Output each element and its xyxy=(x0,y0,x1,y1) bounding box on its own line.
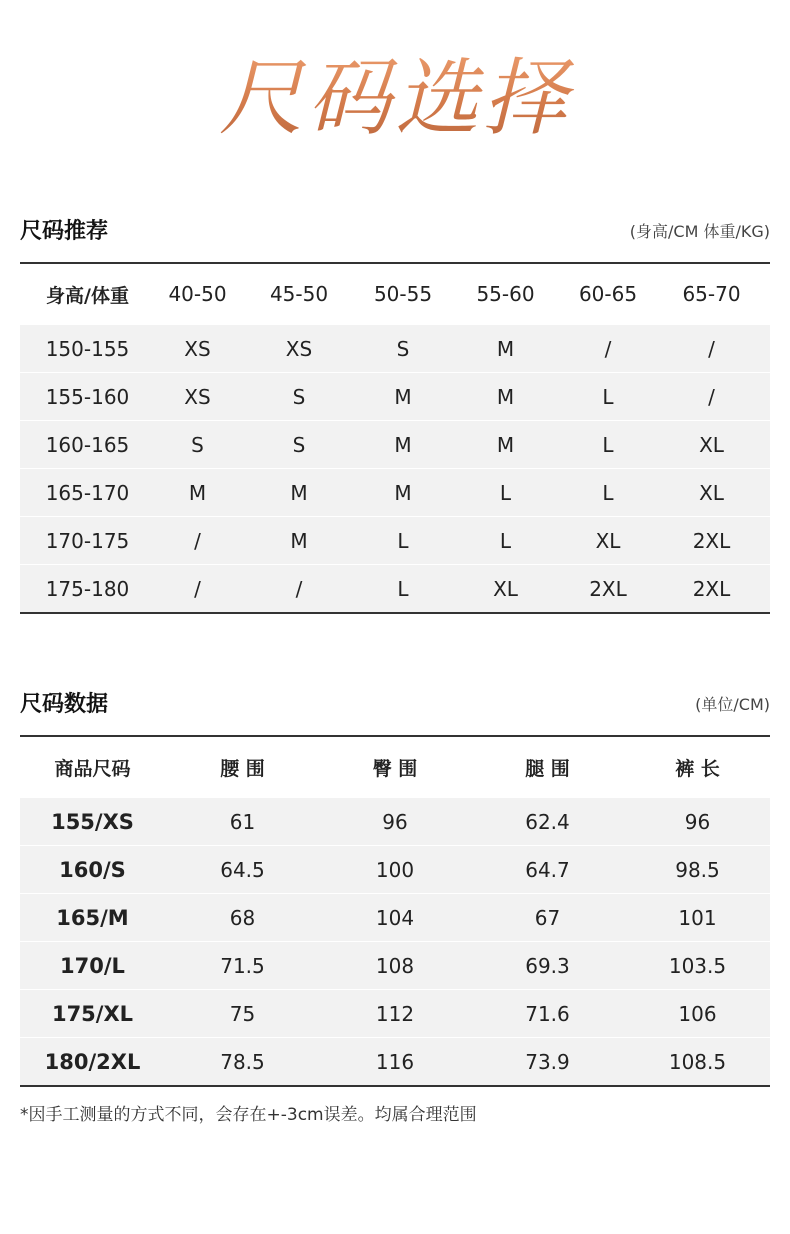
table-cell: L xyxy=(602,432,614,457)
size-measurement-table xyxy=(20,735,770,1087)
table-cell: / xyxy=(194,528,201,553)
table-row xyxy=(20,1038,770,1087)
table-cell: 96 xyxy=(684,809,711,834)
table-cell: / xyxy=(295,576,303,601)
table-cell: 2XL xyxy=(589,576,627,601)
table-cell: 155-160 xyxy=(45,384,130,409)
table-cell: M xyxy=(496,336,515,361)
table-cell: M xyxy=(496,384,515,409)
header-cell: 50-55 xyxy=(373,282,433,306)
table-cell: XL xyxy=(699,432,724,457)
table-cell: 62.4 xyxy=(525,809,570,834)
table-cell: XL xyxy=(493,576,518,601)
table-cell: 2XL xyxy=(692,528,731,553)
table-cell: 104 xyxy=(375,905,415,930)
header-cell: 身高/体重 xyxy=(46,284,129,307)
recommend-section-title: 尺码推荐 xyxy=(20,219,109,244)
table-cell: M xyxy=(394,384,412,409)
table-cell: 150-155 xyxy=(45,336,130,361)
table-cell: 112 xyxy=(375,1001,415,1026)
table-cell: L xyxy=(602,480,614,505)
table-cell: 175-180 xyxy=(45,576,130,601)
table-cell: M xyxy=(290,528,308,553)
table-cell: 103.5 xyxy=(668,953,727,978)
table-cell: L xyxy=(499,528,512,553)
data-section-title: 尺码数据 xyxy=(20,692,109,717)
table-cell: 75 xyxy=(229,1001,256,1026)
header-cell: 臀 围 xyxy=(372,757,418,780)
table-row xyxy=(20,565,770,614)
table-cell: M xyxy=(496,432,515,457)
table-row xyxy=(20,942,770,990)
recommend-unit-note: (身高/CM 体重/KG) xyxy=(629,222,770,241)
table-header-row xyxy=(20,263,770,325)
table-cell: 61 xyxy=(229,809,256,834)
table-cell: XS xyxy=(285,336,313,361)
header-cell: 60-65 xyxy=(578,282,638,306)
table-cell: 64.7 xyxy=(525,857,570,882)
table-cell: 165-170 xyxy=(45,480,130,505)
table-cell: 116 xyxy=(375,1049,415,1074)
table-cell: M xyxy=(394,432,412,457)
table-cell: 67 xyxy=(534,905,561,930)
table-cell: 68 xyxy=(229,905,256,930)
table-row xyxy=(20,798,770,846)
table-header-row xyxy=(20,736,770,798)
table-cell: S xyxy=(396,336,410,361)
size-recommendation-table xyxy=(20,262,770,614)
table-cell: 98.5 xyxy=(675,857,720,882)
table-cell: L xyxy=(397,576,409,601)
table-cell: / xyxy=(604,336,612,361)
table-cell: L xyxy=(602,384,614,409)
table-cell: 155/XS xyxy=(51,809,134,834)
table-row xyxy=(20,846,770,894)
table-row xyxy=(20,421,770,469)
table-cell: XL xyxy=(699,480,724,505)
table-cell: 78.5 xyxy=(220,1049,265,1074)
table-row xyxy=(20,517,770,565)
table-cell: 175/XL xyxy=(51,1001,134,1026)
data-unit-note: (单位/CM) xyxy=(695,695,770,714)
table-cell: XL xyxy=(595,528,621,553)
table-cell: / xyxy=(708,384,715,409)
table-cell: / xyxy=(194,576,201,601)
page-hero-title: 尺码选择 xyxy=(0,38,790,158)
table-cell: L xyxy=(397,528,409,553)
table-cell: / xyxy=(708,336,715,361)
table-cell: XS xyxy=(184,384,211,409)
table-cell: 106 xyxy=(678,1001,717,1026)
header-cell: 40-50 xyxy=(168,282,227,306)
table-cell: 100 xyxy=(375,857,415,882)
header-cell: 45-50 xyxy=(269,282,329,306)
header-cell: 商品尺码 xyxy=(54,757,131,780)
table-cell: 2XL xyxy=(692,576,731,601)
table-cell: M xyxy=(290,480,308,505)
header-cell: 65-70 xyxy=(682,282,741,306)
table-cell: 101 xyxy=(678,905,717,930)
table-cell: 165/M xyxy=(56,905,129,930)
table-cell: XS xyxy=(184,336,211,361)
table-cell: M xyxy=(394,480,412,505)
table-row xyxy=(20,325,770,373)
table-cell: S xyxy=(191,432,204,457)
table-cell: 69.3 xyxy=(525,953,570,978)
table-cell: M xyxy=(188,480,207,505)
table-cell: 180/2XL xyxy=(44,1049,141,1074)
table-row xyxy=(20,990,770,1038)
table-cell: 160-165 xyxy=(45,432,130,457)
table-cell: 170/L xyxy=(60,953,125,978)
table-cell: 108.5 xyxy=(668,1049,727,1074)
table-row xyxy=(20,373,770,421)
header-cell: 裤 长 xyxy=(675,757,720,780)
table-cell: 96 xyxy=(382,809,408,834)
table-cell: L xyxy=(499,480,512,505)
table-row xyxy=(20,894,770,942)
data-section-header xyxy=(20,685,770,725)
table-cell: 160/S xyxy=(59,857,126,882)
header-cell: 腿 围 xyxy=(525,757,570,780)
header-cell: 55-60 xyxy=(476,282,535,306)
table-cell: 71.6 xyxy=(525,1001,570,1026)
table-cell: 73.9 xyxy=(525,1049,570,1074)
recommend-section-header xyxy=(20,212,770,252)
header-cell: 腰 围 xyxy=(220,757,265,780)
table-cell: S xyxy=(292,384,306,409)
table-cell: 71.5 xyxy=(220,953,265,978)
table-cell: 64.5 xyxy=(220,857,265,882)
table-cell: S xyxy=(292,432,306,457)
measurement-disclaimer: *因手工测量的方式不同，会存在+-3cm误差。均属合理范围 xyxy=(20,1105,477,1125)
table-cell: 108 xyxy=(375,953,415,978)
table-cell: 170-175 xyxy=(45,528,130,553)
table-row xyxy=(20,469,770,517)
